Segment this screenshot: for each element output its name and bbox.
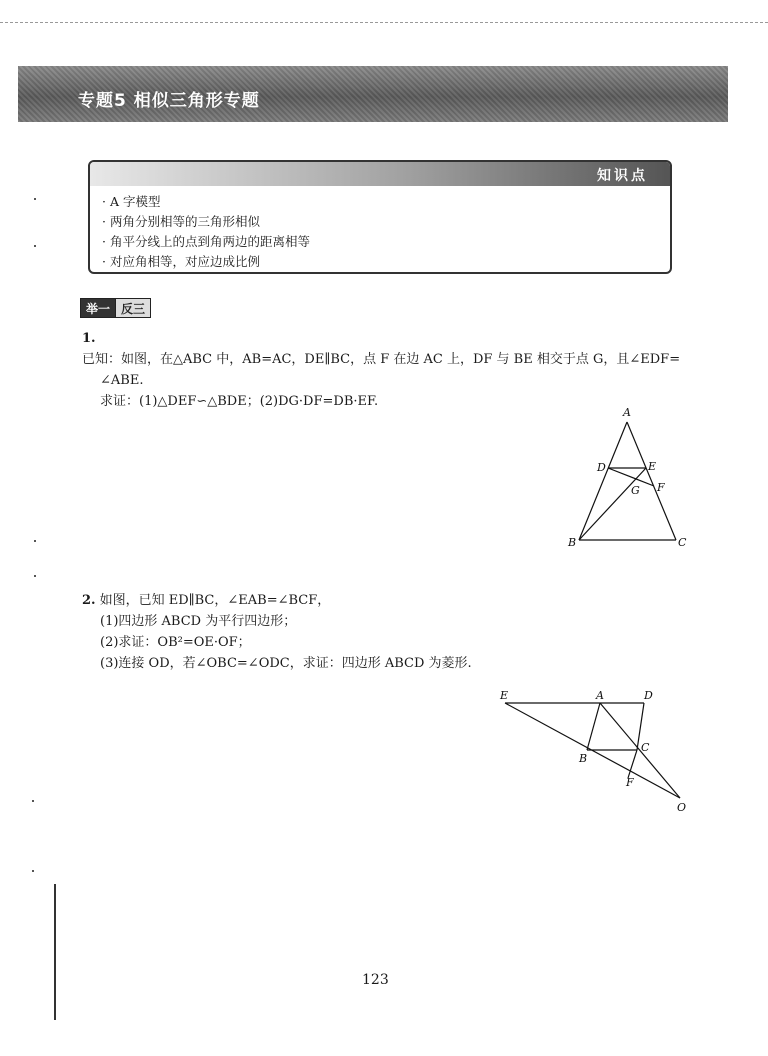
fig2-label-A: A [596,689,604,702]
fig2-label-D: D [644,689,653,702]
fig1-label-A: A [623,406,631,419]
problem-text: (2)求证：OB²=OE·OF； [100,635,251,650]
figure-1 [560,400,700,560]
problem-text: (3)连接 OD，若∠OBC=∠ODC，求证：四边形 ABCD 为菱形. [100,656,472,671]
knowledge-item: · 对应角相等，对应边成比例 [102,252,310,272]
section-tag [80,298,151,318]
fig2-label-F: F [626,776,634,789]
scan-speck [32,870,34,872]
figure-2 [490,685,700,820]
problem-text: 如图，已知 ED∥BC，∠EAB=∠BCF， [99,593,331,608]
chapter-title: 专题5 相似三角形专题 [78,91,260,111]
figure-2-lines [505,703,680,798]
page-number: 123 [362,972,389,988]
fig1-label-G: G [631,484,640,497]
problem-text: 已知：如图，在△ABC 中，AB=AC，DE∥BC，点 F 在边 AC 上，DF 与 BE 相交于点 G，且∠EDF= [82,352,681,367]
fig1-label-B: B [568,536,577,549]
knowledge-item: · 两角分别相等的三角形相似 [102,212,310,232]
knowledge-box [88,160,672,274]
fig2-label-E: E [500,689,509,702]
knowledge-header [90,162,670,186]
knowledge-label: 知识点 [597,168,648,184]
section-tag-right: 反三 [115,299,150,317]
problem-text: 求证：(1)△DEF∽△BDE；(2)DG·DF=DB·EF. [100,394,379,409]
section-tag-left: 举一 [81,299,115,317]
problem-2 [82,590,692,674]
chapter-banner [18,66,728,122]
problem-number: 1. [82,331,96,346]
problem-text: (1)四边形 ABCD 为平行四边形； [100,614,297,629]
binding-margin-line [54,884,56,1020]
fig1-label-F: F [657,481,665,494]
knowledge-item: · 角平分线上的点到角两边的距离相等 [102,232,310,252]
problem-text: ∠ABE. [100,373,144,388]
fig2-label-B: B [579,752,588,765]
scan-speck [34,540,36,542]
scan-speck [34,245,36,247]
fig2-label-O: O [677,801,687,814]
fig1-label-E: E [648,460,657,473]
problem-number: 2. [82,593,96,608]
scan-speck [32,800,34,802]
fig1-label-C: C [678,536,687,549]
fig2-label-C: C [641,741,650,754]
fig1-label-D: D [597,461,606,474]
knowledge-item: · A 字模型 [102,192,310,212]
scan-speck [34,575,36,577]
scan-edge [0,0,768,23]
knowledge-list [102,192,310,272]
scan-speck [34,198,36,200]
